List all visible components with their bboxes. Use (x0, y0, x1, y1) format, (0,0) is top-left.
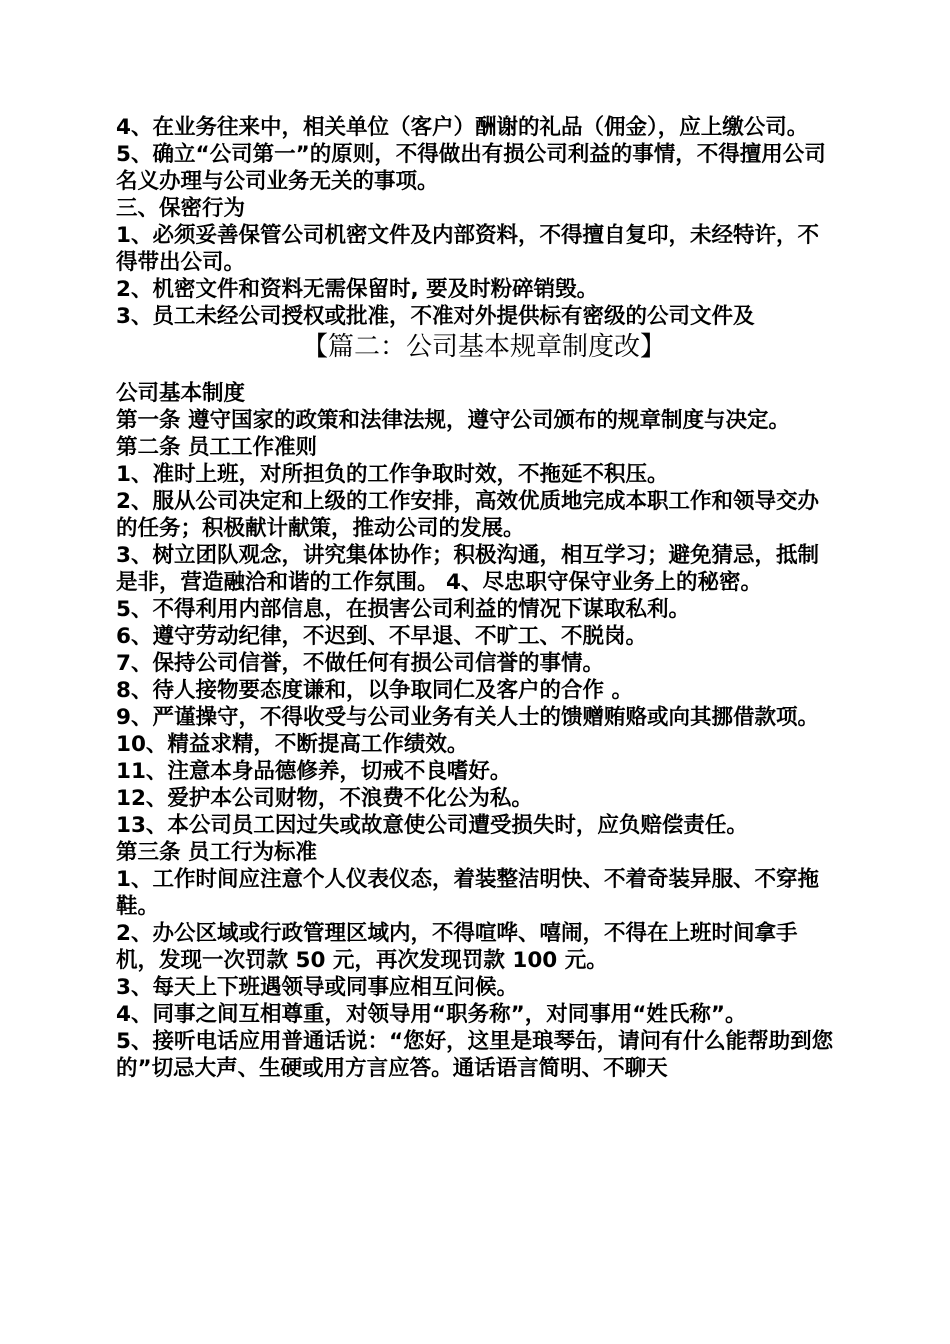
section-heading: 公司基本制度 (116, 381, 246, 406)
article-heading: 第二条 员工工作准则 (116, 435, 317, 460)
article-heading: 第三条 员工行为标准 (116, 840, 317, 865)
list-item: 5、接听电话应用普通话说：“您好，这里是琅琴缶，请问有什么能帮助到您的”切忌大声、生硬或用方言应答。通话语言简明、不聊天 (116, 1029, 834, 1081)
article-1: 第一条 遵守国家的政策和法律法规，遵守公司颁布的规章制度与决定。 (116, 408, 790, 433)
paragraph: 1、必须妥善保管公司机密文件及内部资料，不得擅自复印，未经特许，不得带出公司。 (116, 223, 819, 275)
list-item: 2、服从公司决定和上级的工作安排，高效优质地完成本职工作和领导交办的任务；积极献计献策，推动公司的发展。 (116, 489, 819, 541)
list-item: 7、保持公司信誉，不做任何有损公司信誉的事情。 (116, 651, 604, 676)
list-item: 13、本公司员工因过失或故意使公司遭受损失时，应负赔偿责任。 (116, 813, 748, 838)
list-item: 1、工作时间应注意个人仪表仪态，着装整洁明快、不着奇装异服、不穿拖鞋。 (116, 867, 819, 919)
document-body (116, 114, 840, 1082)
list-item: 12、爱护本公司财物，不浪费不化公为私。 (116, 786, 533, 811)
paragraph: 4、在业务往来中，相关单位（客户）酬谢的礼品（佣金），应上缴公司。 (116, 115, 809, 140)
part-title: 【篇二：公司基本规章制度改】 (301, 332, 666, 362)
list-item: 3、树立团队观念，讲究集体协作；积极沟通，相互学习；避免猜忌，抵制是非，营造融洽和谐的工作氛围。 4、尽忠职守保守业务上的秘密。 (116, 543, 819, 595)
paragraph: 2、机密文件和资料无需保留时, 要及时粉碎销毁。 (116, 277, 599, 302)
list-item: 9、严谨操守，不得收受与公司业务有关人士的馈赠贿赂或向其挪借款项。 (116, 705, 819, 730)
paragraph: 3、员工未经公司授权或批准，不准对外提供标有密级的公司文件及 (116, 304, 755, 329)
list-item: 4、同事之间互相尊重，对领导用“职务称”，对同事用“姓氏称”。 (116, 1002, 747, 1027)
list-item: 2、办公区域或行政管理区域内，不得喧哗、嘻闹，不得在上班时间拿手机，发现一次罚款 50 元，再次发现罚款 100 元。 (116, 921, 798, 973)
list-item: 6、遵守劳动纪律，不迟到、不早退、不旷工、不脱岗。 (116, 624, 647, 649)
list-item: 3、每天上下班遇领导或同事应相互问候。 (116, 975, 518, 1000)
list-item: 10、精益求精，不断提高工作绩效。 (116, 732, 469, 757)
paragraph: 5、确立“公司第一”的原则，不得做出有损公司利益的事情，不得擅用公司名义办理与公司业务无关的事项。 (116, 142, 826, 194)
section-heading: 三、保密行为 (116, 196, 246, 221)
list-item: 5、不得利用内部信息，在损害公司利益的情况下谋取私利。 (116, 597, 690, 622)
list-item: 8、待人接物要态度谦和，以争取同仁及客户的合作 。 (116, 678, 633, 703)
list-item: 11、注意本身品德修养，切戒不良嗜好。 (116, 759, 512, 784)
list-item: 1、准时上班，对所担负的工作争取时效，不拖延不积压。 (116, 462, 669, 487)
